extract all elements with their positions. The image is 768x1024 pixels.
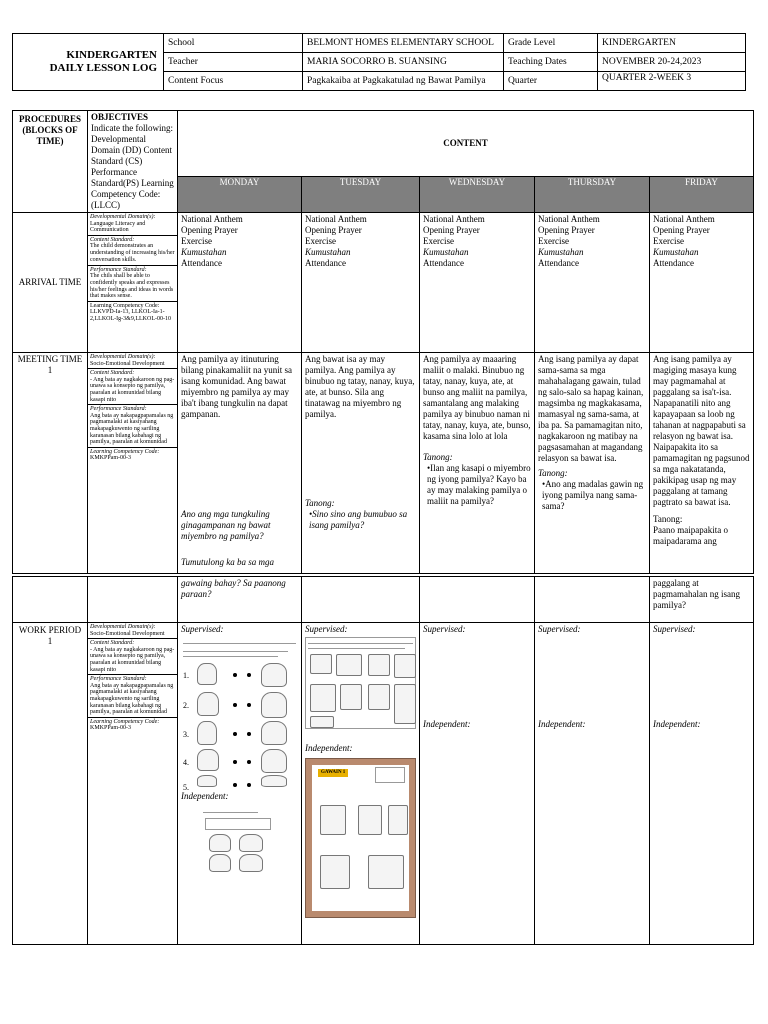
routine-item: National Anthem [538,214,600,224]
work-dd [88,623,177,639]
routine-item: Kumustahan [423,247,469,257]
ps-value: Ang bata ay nakapagpapamalas ng pagmamalaki at kasiyahang makapagkuwento ng sariling karanasan bilang kabahagi ng pamilya, paaralan at komunidad [90,412,174,446]
cs-label: Content Standard: [90,370,135,377]
item-number-2: 2. [183,701,189,710]
dd-label: Developmental Domain(s): [90,214,156,220]
lesson-table-page-2 [12,576,754,945]
routine-item: Attendance [653,258,694,268]
item-number-5: 5. [183,783,189,792]
ps-value: Ang bata ay nakapagpapamalas ng pagmamalaki at kasiyahang makapagkuwento ng sariling karanasan bilang kabahagi ng pamilya, paaralan at komunidad [90,682,174,716]
arrival-cs [88,236,177,266]
grade-level-label: Grade Level [504,34,598,53]
title-line-1: KINDERGARTEN [66,49,157,61]
lc-value: KMKPPam-00-3 [90,455,132,462]
cs-value: The child demonstrates an understanding of increasing his/her conversation skills. [90,243,175,263]
family-worksheet-image [181,804,298,876]
supervised-label: Supervised: [653,624,696,634]
continued-wednesday [420,577,535,623]
day-wednesday: WEDNESDAY [420,177,535,213]
independent-label: Independent: [181,791,229,801]
routine-item: Attendance [181,258,222,268]
continued-friday: paggalang at pagmamahalan ng isang pamilya? [650,577,754,623]
lc-value: KMKPPam-00-3 [90,725,132,732]
objectives-subtitle: Indicate the following: Developmental Domain (DD) Content Standard (CS) Performance Standard(PS) Learning Competency Code: (LLCC) [91,123,174,210]
arrival-dd [88,213,177,236]
dd-label: Developmental Domain(s): [90,354,156,360]
routine-item: Kumustahan [538,247,584,257]
meeting-friday-question: Paano maipapakita o maipadarama ang [653,525,728,546]
meeting-wednesday [420,353,535,574]
dd-value: Language Literacy and Communication [90,220,146,234]
routine-item: Kumustahan [305,247,351,257]
routine-item: Kumustahan [653,247,699,257]
meeting-time-label: MEETING TIME 1 [13,353,88,574]
independent-label: Independent: [538,719,586,729]
ps-value: The chils shall be able to confidently speaks and expresses his/her feelings and ideas in words that makes sense. [90,273,174,300]
family-picture-worksheet-image [305,637,416,729]
content-header: CONTENT [178,111,754,177]
supervised-label: Supervised: [181,624,224,634]
day-friday: FRIDAY [650,177,754,213]
arrival-wednesday [420,213,535,353]
work-thursday [535,623,650,945]
routine-item: Attendance [423,258,464,268]
cs-label: Content Standard: [90,640,135,647]
day-thursday: THURSDAY [535,177,650,213]
routine-item: Exercise [653,236,684,246]
independent-label: Independent: [423,719,471,729]
supervised-label: Supervised: [423,624,466,634]
work-wednesday [420,623,535,945]
meeting-dd [88,353,177,369]
arrival-thursday [535,213,650,353]
routine-item: Opening Prayer [181,225,238,235]
routine-item: Attendance [538,258,579,268]
grade-level-value: KINDERGARTEN [598,34,746,53]
routine-item: Exercise [305,236,336,246]
cs-label: Content Standard: [90,236,135,243]
gawain-badge: GAWAIN 1 [318,769,348,777]
routine-item: Attendance [305,258,346,268]
routine-item: Opening Prayer [653,225,710,235]
quarter-label: Quarter [504,72,598,91]
item-number-1: 1. [183,671,189,680]
meeting-ps [88,405,177,448]
tanong-label: Tanong: [423,452,453,462]
arrival-time-label: ARRIVAL TIME [13,213,88,353]
gawain-worksheet-image [305,758,416,918]
meeting-thursday [535,353,650,574]
title-line-2: DAILY LESSON LOG [49,62,157,74]
dd-value: Socio-Emotional Development [90,630,165,637]
teaching-dates-value: NOVEMBER 20-24,2023 [598,53,746,72]
independent-label: Independent: [305,743,353,753]
cs-value: - Ang bata ay nagkakaroon ng pag-unawa sa konsepto ng pamilya, paaralan at komunidad bilang kasapi nito [90,646,175,673]
routine-item: Exercise [423,236,454,246]
routine-item: Opening Prayer [538,225,595,235]
school-value: BELMONT HOMES ELEMENTARY SCHOOL [303,34,504,53]
meeting-wednesday-question: • Ilan ang kasapi o miyembro ng iyong pamilya? Kayo ba ay may malaking pamilya o maliit na pamilya? [427,463,531,507]
continued-monday: gawaing bahay? Sa paanong paraan? [178,577,302,623]
meeting-friday-text: Ang isang pamilya ay magiging masaya kung may pagmamahal at paggalang sa isa't-isa. Napapanatili nito ang kapayapaan sa loob ng tahanan at nagpapabuti sa relasyon ng bawat isa. Naipapakita ito sa pamamagitan ng pagsunod sa mga nakatatanda, pakikipag usap ng may paggalang at tamang pagtrato sa bawat isa. [653,354,750,507]
routine-item: National Anthem [653,214,715,224]
content-focus-value: Pagkakaiba at Pagkakatulad ng Bawat Pamilya [303,72,504,91]
work-lc [88,718,177,733]
matching-worksheet-image [181,637,298,792]
dd-label: Developmental Domain(s): [90,624,156,630]
cs-value: - Ang bata ay nagkakaroon ng pag-unawa sa konsepto ng pamilya, paaralan at komunidad bilang kasapi nito [90,376,175,403]
teacher-label: Teacher [164,53,303,72]
continued-obj [88,577,178,623]
supervised-label: Supervised: [305,624,348,634]
meeting-objectives [88,353,178,574]
routine-item: Kumustahan [181,247,227,257]
meeting-wednesday-text: Ang pamilya ay maaaring maliit o malaki. Binubuo ng tatay, nanay, kuya, ate, at bunso ang maliit na pamilya, samantalang ang malaking pamilya ay binubuo naman ni tatay, nanay, kuya, ate, bunso, kasama sina lolo at lola [423,354,531,441]
routine-item: National Anthem [423,214,485,224]
procedures-header: PROCEDURES (BLOCKS OF TIME) [13,111,88,213]
day-monday: MONDAY [178,177,302,213]
meeting-monday [178,353,302,574]
meeting-lc [88,448,177,508]
header-table [12,33,746,91]
work-objectives [88,623,178,945]
continued-thursday [535,577,650,623]
teaching-dates-label: Teaching Dates [504,53,598,72]
routine-item: National Anthem [305,214,367,224]
arrival-lc: Learning Competency Code: LLKVPD-Ia-13, LLKOL-Ia-1-2,LLKOL-Ig-3&9,LLKOL-00-10 [90,302,171,322]
quarter-value: QUARTER 2-WEEK 3 [598,72,746,91]
routine-item: Exercise [181,236,212,246]
content-focus-label: Content Focus [164,72,303,91]
independent-label: Independent: [653,719,701,729]
meeting-tuesday [302,353,420,574]
meeting-monday-question-2: Tumutulong ka ba sa mga [181,557,275,567]
meeting-thursday-text: Ang isang pamilya ay dapat sama-sama sa mga mahahalagang gawain, tulad ng salo-salo sa hapag kainan, magsimba ng magkakasama, mamasyal ng sama-sama, at iba pa. Sa pamamagitan nito, nagkakaroon ng matibay na pagsasamahan at magandang relasyon sa bawat isa. [538,354,644,463]
work-tuesday [302,623,420,945]
objectives-header [88,111,178,213]
meeting-friday [650,353,754,574]
meeting-tuesday-text: Ang bawat isa ay may pamilya. Ang pamilya ay binubuo ng tatay, nanay, kuya, ate, at bunso. Sila ang tinatawag na miyembro ng pamilya. [305,354,415,419]
arrival-objectives [88,213,178,353]
routine-item: Opening Prayer [423,225,480,235]
meeting-tuesday-question: • Sino sino ang bumubuo sa isang pamilya? [309,509,416,531]
work-ps [88,675,177,718]
day-tuesday: TUESDAY [302,177,420,213]
continued-proc [13,577,88,623]
tanong-label: Tanong: [305,498,335,508]
arrival-friday [650,213,754,353]
meeting-monday-question: Ano ang mga tungkuling ginagampanan ng bawat miyembro ng pamilya? [181,509,271,541]
lesson-table-page-1 [12,110,754,574]
ps-label: Performance Standard: [90,406,147,413]
arrival-ps [88,266,177,302]
meeting-cs [88,369,177,405]
routine-item: National Anthem [181,214,243,224]
item-number-3: 3. [183,730,189,739]
meeting-thursday-question: • Ano ang madalas gawin ng iyong pamilya nang sama-sama? [542,479,646,512]
tanong-label: Tanong: [538,468,568,478]
lc-label: Learning Competency Code: [90,448,160,455]
work-cs [88,639,177,675]
routine-item: Exercise [538,236,569,246]
work-monday [178,623,302,945]
work-friday [650,623,754,945]
teacher-value: MARIA SOCORRO B. SUANSING [303,53,504,72]
arrival-tuesday [302,213,420,353]
ps-label: Performance Standard: [90,266,147,273]
arrival-monday [178,213,302,353]
ps-label: Performance Standard: [90,676,147,683]
work-period-label: WORK PERIOD 1 [13,623,88,945]
dd-value: Socio-Emotional Development [90,360,165,367]
supervised-label: Supervised: [538,624,581,634]
school-label: School [164,34,303,53]
item-number-4: 4. [183,758,189,767]
document-title [13,34,164,91]
objectives-title: OBJECTIVES [91,112,149,122]
lc-label: Learning Competency Code: [90,718,160,725]
continued-tuesday [302,577,420,623]
tanong-label: Tanong: [653,514,683,524]
meeting-monday-text: Ang pamilya ay itinuturing bilang pinakamaliit na yunit sa isang komunidad. Ang bawat miyembro ng pamilya ay may iba't ibang tungkulin na dapat gampanan. [181,354,292,419]
routine-item: Opening Prayer [305,225,362,235]
